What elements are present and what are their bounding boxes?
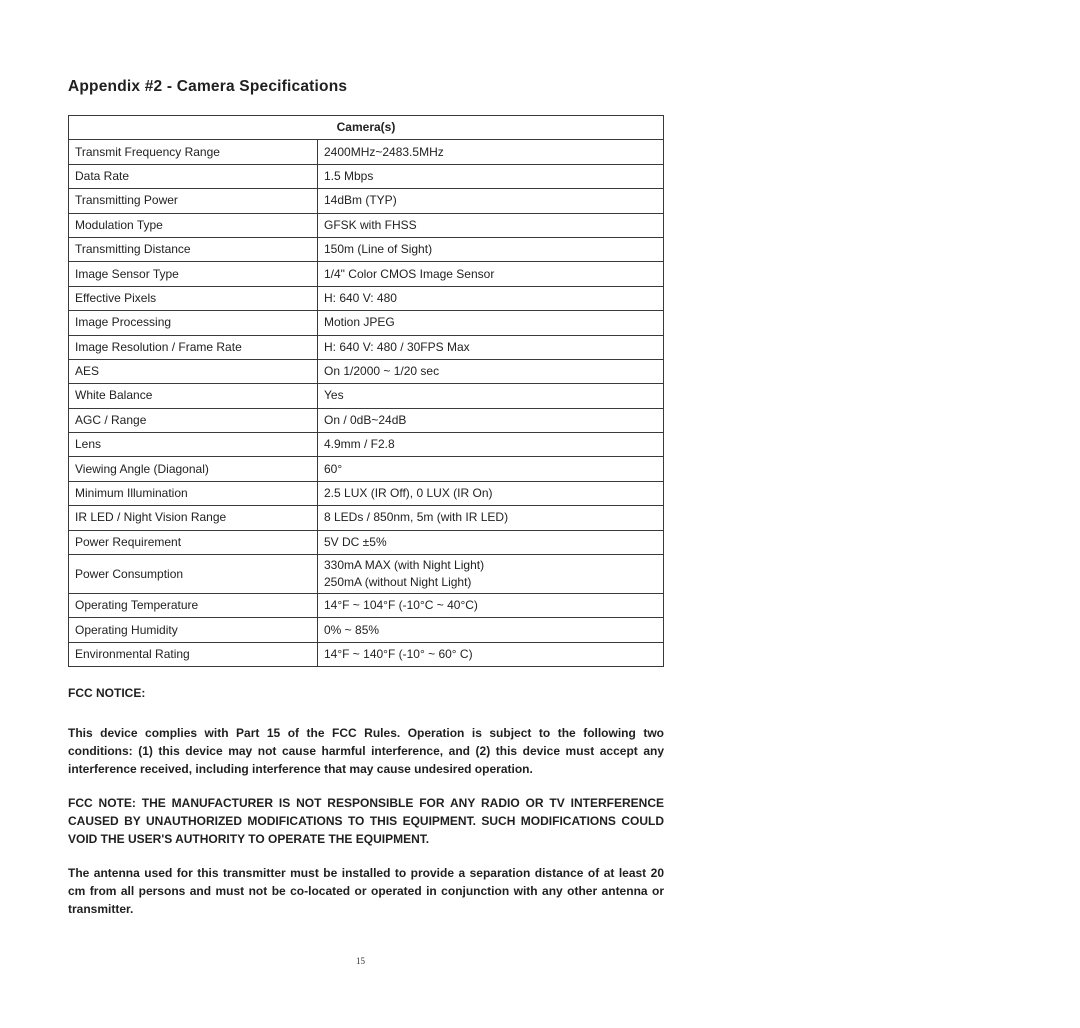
spec-value-line: 330mA MAX (with Night Light) [324, 558, 485, 573]
table-row [69, 433, 664, 457]
spec-value-cell [318, 506, 664, 530]
table-row [69, 457, 664, 481]
camera-spec-table [68, 115, 664, 667]
fcc-notice-heading: FCC NOTICE: [68, 686, 146, 701]
spec-label-cell: Image Resolution / Frame Rate [69, 335, 318, 359]
spec-label-cell: Modulation Type [69, 213, 318, 237]
document-page [68, 78, 664, 918]
spec-value-line: 2400MHz~2483.5MHz [324, 144, 444, 159]
spec-value-line: 1/4" Color CMOS Image Sensor [324, 266, 495, 281]
spec-value-cell [318, 384, 664, 408]
spec-label-cell: Operating Humidity [69, 618, 318, 642]
spec-value-line: 250mA (without Night Light) [324, 575, 472, 590]
spec-label-cell: IR LED / Night Vision Range [69, 506, 318, 530]
spec-label-cell: Image Processing [69, 311, 318, 335]
table-row [69, 594, 664, 618]
spec-value-line: 14°F ~ 140°F (-10° ~ 60° C) [324, 647, 473, 661]
page-title: Appendix #2 - Camera Specifications [68, 78, 348, 95]
spec-value-line: On / 0dB~24dB [324, 412, 407, 427]
spec-value-line: 14°F ~ 104°F (-10°C ~ 40°C) [324, 598, 478, 613]
spec-label-cell: Transmit Frequency Range [69, 140, 318, 164]
table-row [69, 335, 664, 359]
spec-value-cell [318, 530, 664, 554]
page-number: 15 [356, 956, 365, 966]
spec-label-cell: Power Requirement [69, 530, 318, 554]
spec-label-cell: AES [69, 359, 318, 383]
spec-value-line: 2.5 LUX (IR Off), 0 LUX (IR On) [324, 486, 493, 501]
spec-value-line: 4.9mm / F2.8 [324, 437, 395, 452]
fcc-manufacturer-note: FCC NOTE: THE MANUFACTURER IS NOT RESPONSIBLE FOR ANY RADIO OR TV INTERFERENCE CAUSED BY UNAUTHORIZED MODIFICATIONS TO THIS EQUIPMENT. SUCH MODIFICATIONS COULD VOID THE USER'S AUTHORITY TO OPERATE THE EQUIPMENT. [68, 796, 664, 847]
antenna-separation-paragraph: The antenna used for this transmitter must be installed to provide a separation distance of at least 20 cm from all persons and must not be co-located or operated in conjunction with any other antenna or transmitter. [68, 866, 664, 917]
spec-label-cell: AGC / Range [69, 408, 318, 432]
spec-label-cell: Lens [69, 433, 318, 457]
table-row [69, 384, 664, 408]
spec-label-cell: Transmitting Power [69, 189, 318, 213]
spec-value-cell [318, 286, 664, 310]
spec-value-line: GFSK with FHSS [324, 217, 417, 232]
spec-value-cell [318, 189, 664, 213]
table-row [69, 311, 664, 335]
table-row [69, 530, 664, 554]
spec-value-cell [318, 618, 664, 642]
spec-value-cell [318, 481, 664, 505]
spec-value-cell [318, 433, 664, 457]
fcc-compliance-paragraph: This device complies with Part 15 of the FCC Rules. Operation is subject to the following two conditions: (1) this device may not cause harmful interference, and (2) this device must accept any interference received, including interference that may cause undesired operation. [68, 726, 664, 777]
spec-value-line: 150m (Line of Sight) [324, 242, 433, 257]
spec-value-line: Yes [324, 388, 344, 403]
spec-value-line: 8 LEDs / 850nm, 5m (with IR LED) [324, 510, 509, 525]
spec-value-cell [318, 408, 664, 432]
table-row [69, 213, 664, 237]
table-row [69, 408, 664, 432]
spec-value-line: 0% ~ 85% [324, 622, 380, 637]
spec-label-cell: White Balance [69, 384, 318, 408]
spec-label-cell: Minimum Illumination [69, 481, 318, 505]
spec-label-cell: Environmental Rating [69, 642, 318, 666]
fcc-notice-section [68, 684, 664, 918]
table-row [69, 140, 664, 164]
spec-value-line: 1.5 Mbps [324, 168, 374, 183]
spec-value-cell [318, 642, 664, 666]
spec-label-cell: Operating Temperature [69, 594, 318, 618]
table-row [69, 506, 664, 530]
spec-table-body [69, 140, 664, 667]
spec-value-line: Motion JPEG [324, 315, 395, 330]
table-row [69, 618, 664, 642]
table-row [69, 189, 664, 213]
spec-value-cell [318, 262, 664, 286]
table-row [69, 642, 664, 666]
table-row [69, 481, 664, 505]
spec-value-cell [318, 237, 664, 261]
table-header-cell: Camera(s) [69, 116, 664, 140]
spec-value-cell [318, 335, 664, 359]
spec-label-cell: Power Consumption [69, 555, 318, 594]
spec-value-cell [318, 457, 664, 481]
spec-value-cell [318, 164, 664, 188]
table-row [69, 359, 664, 383]
spec-value-line: H: 640 V: 480 / 30FPS Max [324, 339, 470, 354]
spec-value-line: 14dBm (TYP) [324, 193, 397, 208]
spec-value-cell [318, 140, 664, 164]
spec-value-line: H: 640 V: 480 [324, 290, 397, 305]
spec-label-cell: Data Rate [69, 164, 318, 188]
table-row [69, 262, 664, 286]
spec-label-cell: Effective Pixels [69, 286, 318, 310]
spec-value-line: 5V DC ±5% [324, 534, 387, 549]
spec-label-cell: Viewing Angle (Diagonal) [69, 457, 318, 481]
spec-label-cell: Image Sensor Type [69, 262, 318, 286]
table-row [69, 286, 664, 310]
spec-value-line: 60° [324, 461, 343, 476]
table-row [69, 164, 664, 188]
table-row [69, 237, 664, 261]
table-row [69, 555, 664, 594]
spec-label-cell: Transmitting Distance [69, 237, 318, 261]
spec-value-line: On 1/2000 ~ 1/20 sec [324, 364, 440, 379]
spec-value-cell [318, 311, 664, 335]
spec-value-cell [318, 359, 664, 383]
spec-value-cell [318, 555, 664, 594]
spec-value-cell [318, 594, 664, 618]
table-header-row [69, 116, 664, 140]
spec-value-cell [318, 213, 664, 237]
